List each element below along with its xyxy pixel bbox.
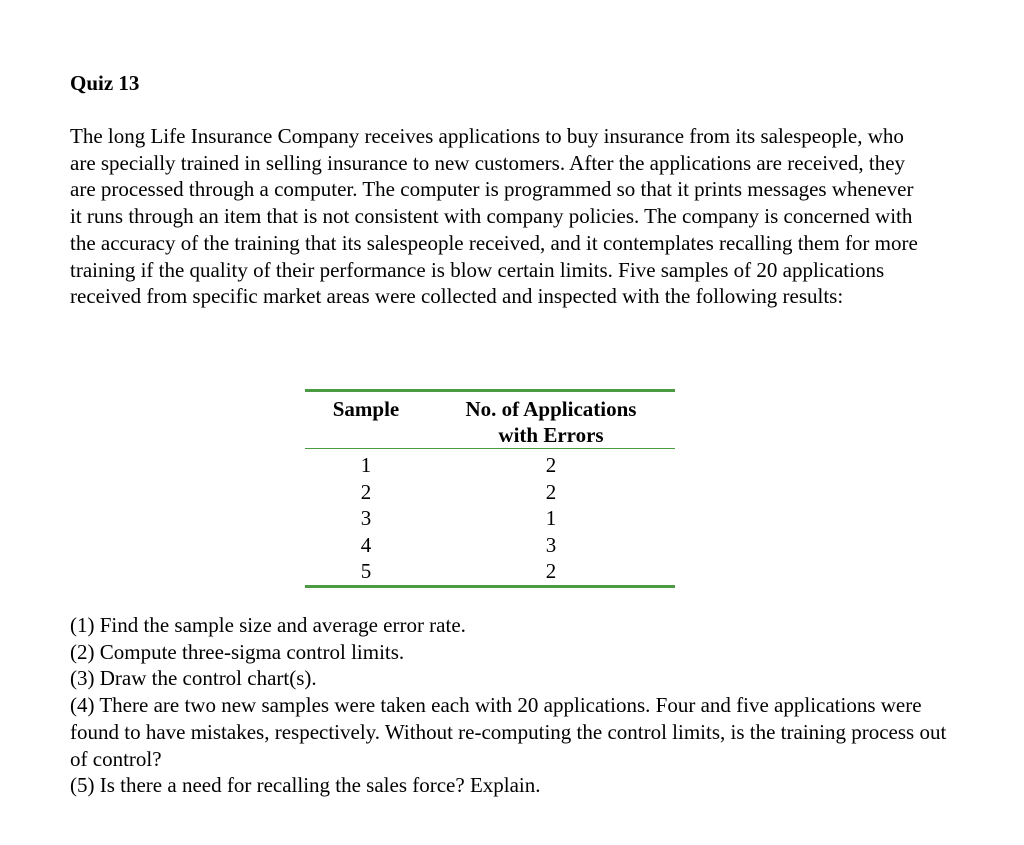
table-row [305,505,675,532]
sample-errors-table [305,389,675,588]
sample-header-label: Sample [332,397,400,421]
question-2: (2) Compute three-sigma control limits. [70,639,405,664]
table-header-row [305,391,675,449]
question-4: (4) There are two new samples were taken each with 20 applications. Four and five applications were found to have mistakes, respectively. Without re-computing the control limits, is the training process out of control? [70,693,947,771]
sample-cell: 4 [360,532,372,557]
errors-cell: 1 [545,506,557,530]
question-5: (5) Is there a need for recalling the sales force? Explain. [70,773,541,798]
errors-cell: 2 [545,559,557,583]
errors-cell: 2 [545,479,557,504]
table-row [305,479,675,506]
sample-column-header [305,391,427,449]
sample-cell: 3 [360,506,372,530]
problem-description: The long Life Insurance Company receives applications to buy insurance from its salespeople, who are specially trained in selling insurance to new customers. After the applications are received, they are processed through a computer. The computer is programmed so that it prints messages whenever it runs through an item that is not consistent with company policies. The company is concerned with the accuracy of the training that its salespeople received, and it contemplates recalling them for more training if the quality of their performance is blow certain limits. Five samples of 20 applications received from specific market areas were collected and inspected with the following results: [70,124,918,309]
errors-header-line1: No. of Applications [465,397,637,421]
sample-cell: 5 [360,559,372,583]
errors-header-line2: with Errors [498,423,604,447]
table-row [305,558,675,586]
quiz-title: Quiz 13 [70,71,140,95]
errors-cell: 2 [545,453,557,477]
sample-cell: 2 [360,479,372,504]
question-3: (3) Draw the control chart(s). [70,666,317,691]
errors-cell: 3 [545,532,557,557]
sample-cell: 1 [360,453,372,477]
table-row [305,449,675,479]
question-1: (1) Find the sample size and average error rate. [70,613,466,637]
question-list [70,612,950,799]
errors-column-header [427,391,675,449]
table-row [305,532,675,559]
